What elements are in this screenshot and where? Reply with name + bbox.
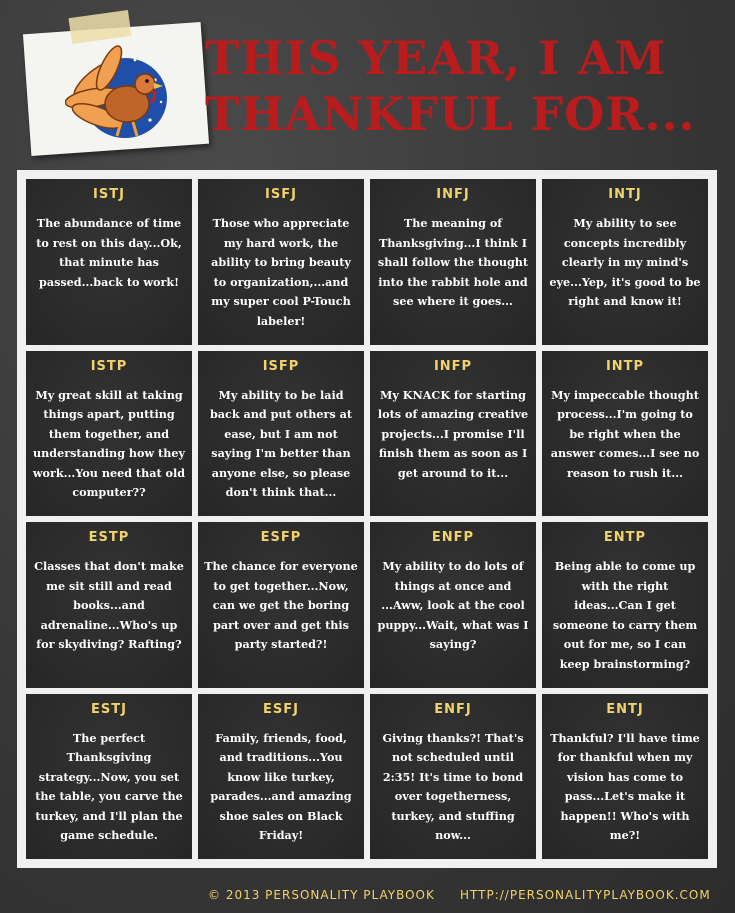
grid-cell <box>26 179 192 345</box>
grid-cell <box>198 694 364 860</box>
type-label: ESTJ <box>91 701 127 717</box>
grid-cell <box>198 522 364 688</box>
footer <box>0 880 735 910</box>
type-text: Being able to come up with the right ideas...Can I get someone to carry them out for me, so I can keep brainstorming? <box>552 559 698 671</box>
type-text: My ability to be laid back and put others at ease, but I am not saying I'm better than anyone else, so please don't think that... <box>209 387 353 499</box>
grid-cell <box>26 351 192 517</box>
type-label: ISFP <box>262 358 300 374</box>
header <box>0 0 735 170</box>
grid-cell <box>370 694 536 860</box>
type-text: Giving thanks?! That's not scheduled until 2:35! It's time to bond over togetherness, turkey, and stuffing now... <box>382 730 524 842</box>
personality-grid <box>17 170 717 868</box>
type-text: My ability to see concepts incredibly clearly in my mind's eye...Yep, it's good to be right and know it! <box>549 216 701 308</box>
type-label: ENTP <box>603 530 647 545</box>
type-label: ISTJ <box>93 187 125 202</box>
grid-cell <box>542 694 708 860</box>
type-text: My KNACK for starting lots of amazing creative projects...I promise I'll finish them as soon as I get around to it... <box>377 387 529 480</box>
grid-cell <box>542 351 708 517</box>
type-label: ENFP <box>431 530 475 545</box>
turkey-icon <box>65 40 175 145</box>
grid-cell <box>26 694 192 860</box>
grid-cell <box>370 522 536 688</box>
type-label: ESTP <box>88 530 130 545</box>
type-text: Classes that don't make me sit still and read books...and adrenaline...Who's up for skydiving? Rafting? <box>34 559 184 651</box>
grid-cell <box>26 522 192 688</box>
grid-cell <box>542 522 708 688</box>
type-text: The perfect Thanksgiving strategy...Now, you set the table, you carve the turkey, and I'll plan the game schedule. <box>35 730 183 842</box>
type-text: The meaning of Thanksgiving...I think I shall follow the thought into the rabbit hole and see where it goes... <box>377 216 529 308</box>
type-text: The abundance of time to rest on this day...Ok, that minute has passed...back to work! <box>36 216 182 289</box>
grid-cell <box>542 179 708 345</box>
type-text: The chance for everyone to get together...Now, can we get the boring part over and get this party started?! <box>204 559 358 651</box>
type-label: INTJ <box>608 187 642 202</box>
type-label: ENFJ <box>434 701 472 717</box>
type-text: My great skill at taking things apart, putting them together, and understanding how they work...You need that old computer?? <box>32 387 186 499</box>
type-label: ESFJ <box>263 701 299 717</box>
type-label: INFP <box>433 358 473 374</box>
type-label: ISTP <box>90 358 128 374</box>
type-text: Thankful? I'll have time for thankful when my vision has come to pass...Let's make it happen!! Who's with me?! <box>550 730 700 842</box>
type-text: Those who appreciate my hard work, the ability to bring beauty to organization,...and my super cool P-Touch labeler! <box>211 216 351 328</box>
type-text: My impeccable thought process...I'm going to be right when the answer comes...I see no reason to rush it... <box>550 387 700 480</box>
website-link[interactable]: HTTP://PERSONALITYPLAYBOOK.COM <box>460 888 711 902</box>
copyright-text: © 2013 PERSONALITY PLAYBOOK <box>208 888 435 902</box>
grid-cell <box>370 351 536 517</box>
type-label: ESFP <box>260 530 302 545</box>
type-text: Family, friends, food, and traditions...You know like turkey, parades...and amazing shoe sales on Black Friday! <box>210 730 352 842</box>
type-label: ISFJ <box>265 187 297 202</box>
grid-cell <box>370 179 536 345</box>
type-label: INFJ <box>436 187 470 202</box>
grid-cell <box>198 351 364 517</box>
grid-cell <box>198 179 364 345</box>
type-text: My ability to do lots of things at once and ...Aww, look at the cool puppy...Wait, what was I saying? <box>377 559 529 651</box>
type-label: INTP <box>605 358 645 374</box>
type-label: ENTJ <box>606 701 644 717</box>
page-title: THIS YEAR, I AM THANKFUL FOR... <box>205 31 696 141</box>
